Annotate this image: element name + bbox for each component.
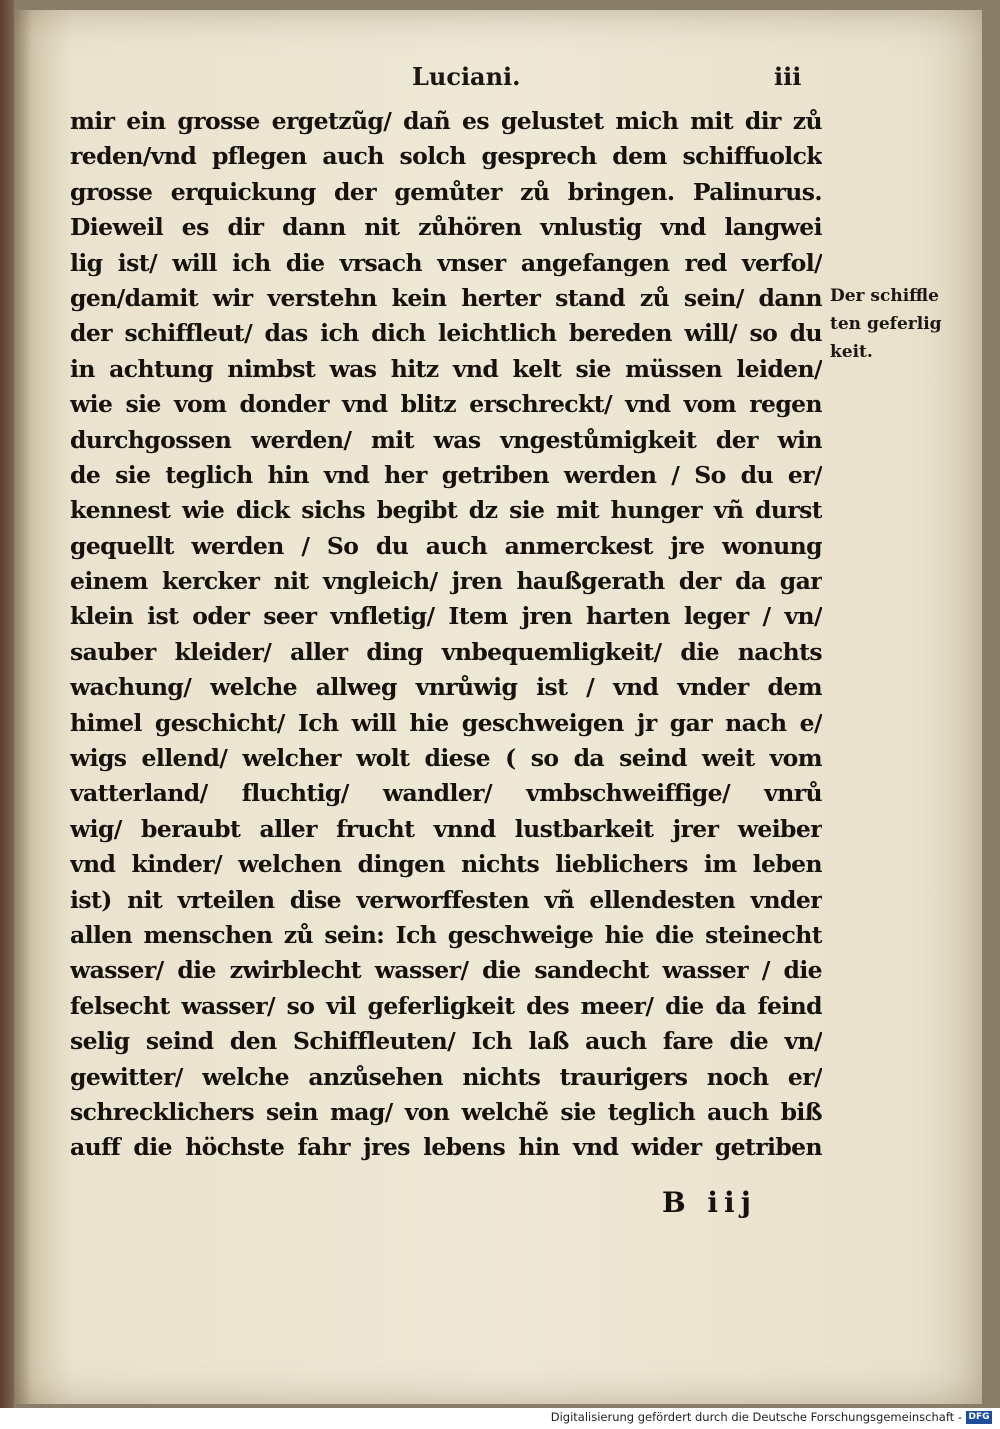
text-line: ist) nit vrteilen dise verworffesten vñ ellendesten vnder bbox=[70, 885, 822, 914]
text-line: durchgossen werden/ mit was vngestůmigkeit der win bbox=[70, 425, 822, 454]
text-line: einem kercker nit vngleich/ jren haußgerath der da gar bbox=[70, 567, 822, 596]
text-line: allen menschen zů sein: Ich geschweige hie die steinecht bbox=[70, 920, 822, 949]
text-line: lig ist/ will ich die vrsach vnser angefangen red verfol/ bbox=[70, 248, 822, 277]
body-text bbox=[70, 104, 822, 1166]
footer bbox=[0, 1408, 1000, 1429]
book-page bbox=[14, 10, 982, 1404]
marginal-line: Der schiffle bbox=[830, 286, 939, 306]
text-line: gen/damit wir verstehn kein herter stand zů sein/ dann bbox=[70, 283, 822, 312]
text-line: himel geschicht/ Ich will hie geschweigen jr gar nach e/ bbox=[70, 708, 822, 737]
folio-number: iii bbox=[774, 62, 802, 91]
text-line: selig seind den Schiffleuten/ Ich laß auch fare die vn/ bbox=[70, 1027, 822, 1056]
text-line: schrecklichers sein mag/ von welchẽ sie teglich auch biß bbox=[70, 1097, 822, 1126]
text-line: mir ein grosse ergetzũg/ dañ es gelustet mich mit dir zů bbox=[70, 107, 822, 135]
text-line: wie sie vom donder vnd blitz erschreckt/ vnd vom regen bbox=[70, 390, 822, 419]
page-header bbox=[74, 62, 814, 102]
text-line: vatterland/ fluchtig/ wandler/ vmbschweiffige/ vnrů bbox=[70, 779, 822, 808]
text-line: klein ist oder seer vnfletig/ Item jren harten leger / vn/ bbox=[70, 602, 822, 631]
text-line: in achtung nimbst was hitz vnd kelt sie müssen leiden/ bbox=[70, 354, 822, 383]
marginal-line: ten geferlig bbox=[830, 314, 942, 334]
text-line: vnd kinder/ welchen dingen nichts lieblichers im leben bbox=[70, 850, 822, 879]
text-line: reden/vnd pflegen auch solch gesprech dem schiffuolck bbox=[70, 142, 822, 171]
running-head: Luciani. bbox=[412, 62, 521, 91]
text-line: felsecht wasser/ so vil geferligkeit des meer/ die da feind bbox=[70, 991, 822, 1020]
dfg-logo-icon: DFG bbox=[966, 1411, 992, 1424]
text-line: wasser/ die zwirblecht wasser/ die sandecht wasser / die bbox=[70, 956, 822, 985]
marginal-note bbox=[830, 282, 980, 366]
text-line: auff die höchste fahr jres lebens hin vnd wider getriben bbox=[70, 1133, 822, 1162]
footer-credit: Digitalisierung gefördert durch die Deutsche Forschungsgemeinschaft - bbox=[550, 1410, 962, 1424]
marginal-line: keit. bbox=[830, 342, 873, 362]
text-line: gewitter/ welche anzůsehen nichts traurigers noch er/ bbox=[70, 1062, 822, 1091]
text-line: grosse erquickung der gemůter zů bringen. Palinurus. bbox=[70, 177, 822, 206]
text-line: kennest wie dick sichs begibt dz sie mit hunger vñ durst bbox=[70, 496, 822, 525]
text-line: Dieweil es dir dann nit zůhören vnlustig vnd langwei bbox=[70, 213, 822, 242]
text-line: der schiffleut/ das ich dich leichtlich bereden will/ so du bbox=[70, 319, 822, 348]
text-line: sauber kleider/ aller ding vnbequemligkeit/ die nachts bbox=[70, 637, 822, 666]
text-line: gequellt werden / So du auch anmerckest jre wonung bbox=[70, 531, 822, 560]
signature-mark: B iij bbox=[662, 1186, 757, 1219]
text-line: wig/ beraubt aller frucht vnnd lustbarkeit jrer weiber bbox=[70, 814, 822, 843]
text-line: wachung/ welche allweg vnrůwig ist / vnd vnder dem bbox=[70, 673, 822, 702]
text-line: de sie teglich hin vnd her getriben werden / So du er/ bbox=[70, 460, 822, 489]
text-line: wigs ellend/ welcher wolt diese ( so da seind weit vom bbox=[70, 744, 822, 773]
binding-edge bbox=[0, 0, 14, 1408]
